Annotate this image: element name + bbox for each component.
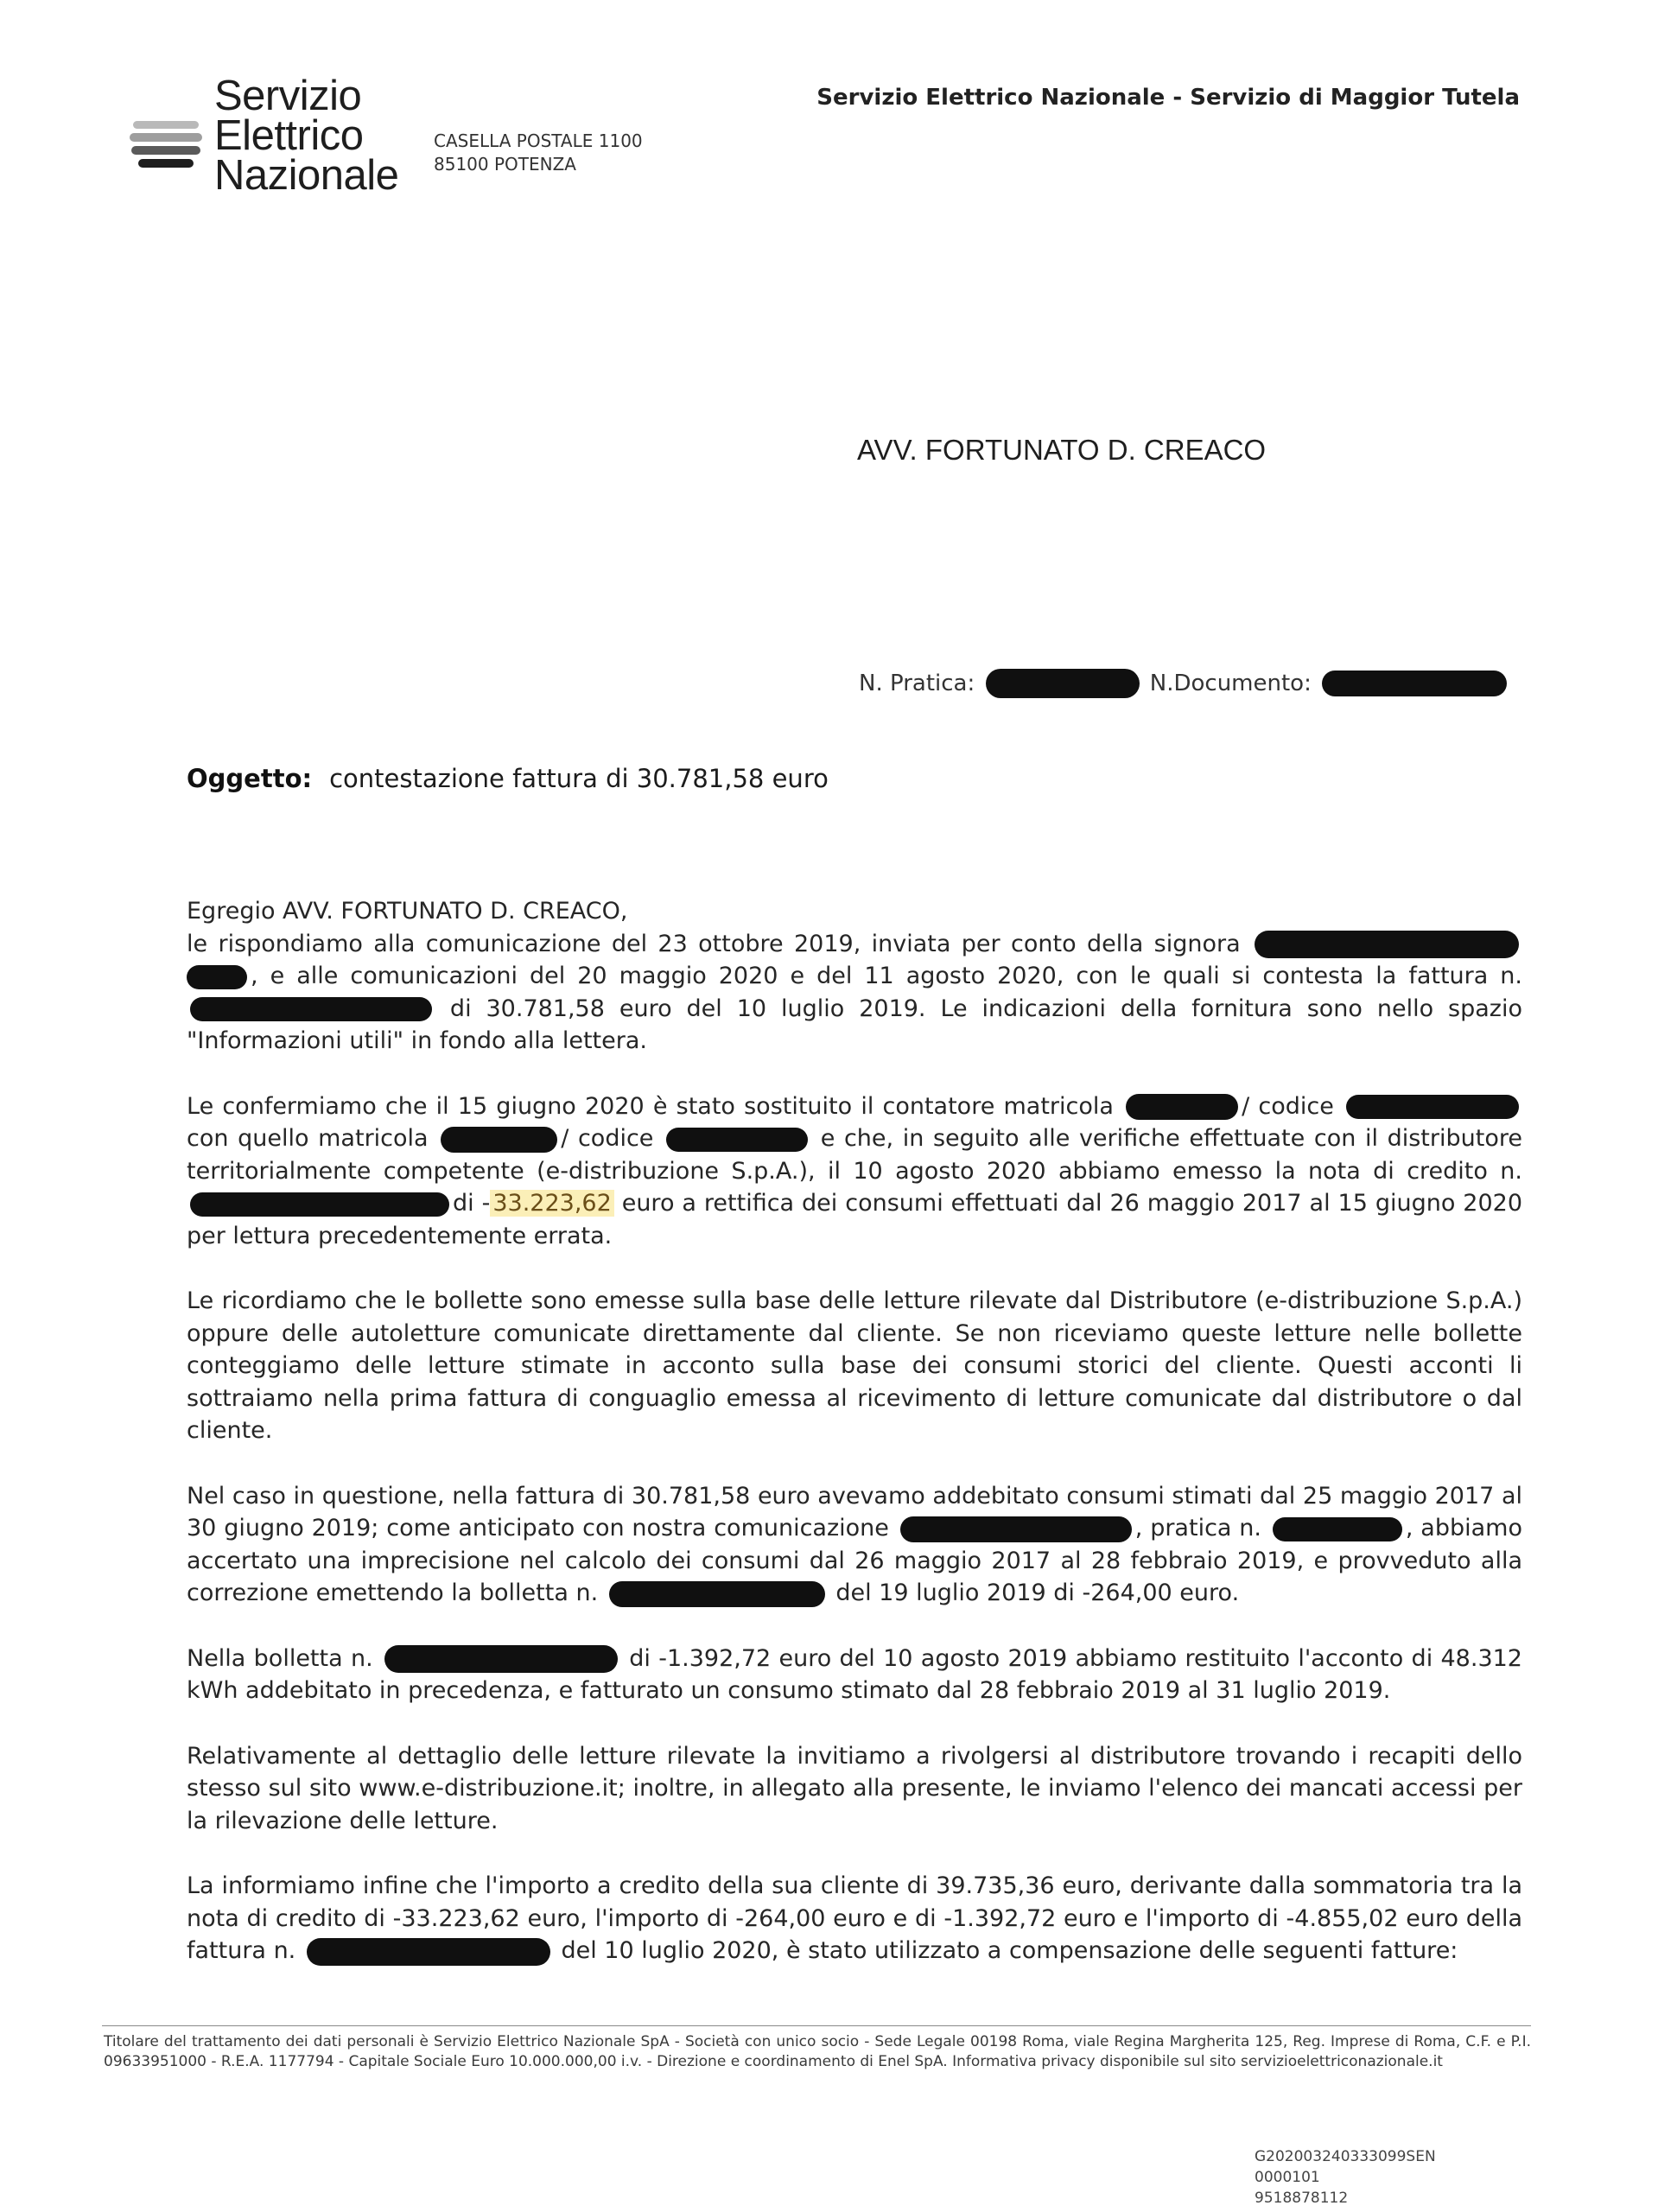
highlighted-amount: 33.223,62 bbox=[490, 1190, 613, 1217]
redaction-mark bbox=[441, 1127, 557, 1153]
header-sender: Servizio Elettrico Nazionale - Servizio di Maggior Tutela bbox=[816, 85, 1520, 111]
paragraph bbox=[187, 1870, 1522, 1967]
logo-word: Nazionale bbox=[214, 152, 399, 199]
document-codes bbox=[1255, 2146, 1436, 2209]
postal-line: 85100 POTENZA bbox=[434, 154, 576, 175]
text-run: , pratica n. bbox=[1134, 1515, 1262, 1541]
text-run: Nella bolletta n. bbox=[187, 1644, 373, 1672]
salutation: Egregio AVV. FORTUNATO D. CREACO, bbox=[187, 898, 628, 925]
document-code: 0000101 bbox=[1255, 2169, 1320, 2186]
paragraph: Le ricordiamo che le bollette sono emesse sulla base delle letture rilevate dal Distributore (e-distribuzione S.p.A.) oppure delle autoletture comunicate direttamente dal cliente. Se non riceviamo queste letture nelle bollette conteggiamo delle letture stimate in acconto sulla base dei consumi storici del cliente. Questi acconti li sottraiamo nella prima fattura di conguaglio emessa al ricevimento di letture comunicate dal distributore o dal cliente. bbox=[187, 1287, 1522, 1444]
redaction-mark bbox=[900, 1516, 1132, 1542]
logo-wordmark bbox=[214, 73, 399, 199]
paragraph: Relativamente al dettaglio delle letture rilevate la invitiamo a rivolgersi al distributore trovando i recapiti dello stesso sul sito www.e-distribuzione.it; inoltre, in allegato alla presente, le inviamo l'elenco dei mancati accessi per la rilevazione delle letture. bbox=[187, 1742, 1522, 1834]
redaction-mark bbox=[986, 669, 1140, 698]
redaction-mark bbox=[190, 1192, 449, 1217]
redaction-mark bbox=[1126, 1094, 1238, 1120]
text-run: / codice bbox=[561, 1125, 654, 1152]
text-run: e che, in seguito alle verifiche effettuate con il distributore territorialmente competente (e-distribuzione S.p.A.), il 10 agosto 2020 abbiamo emesso la nota di credito n. bbox=[187, 1125, 1522, 1185]
documento-label: N.Documento: bbox=[1149, 671, 1312, 696]
text-run: Nel caso in questione, nella fattura di 30.781,58 euro avevamo addebitato consumi stimati dal 25 maggio 2017 al 30 giugno 2019; come anticipato con nostra comunicazione bbox=[187, 1482, 1522, 1541]
redaction-mark bbox=[384, 1645, 618, 1673]
reference-numbers bbox=[859, 669, 1510, 698]
addressee: AVV. FORTUNATO D. CREACO bbox=[857, 434, 1267, 466]
text-run: / codice bbox=[1242, 1092, 1334, 1120]
redaction-mark bbox=[1273, 1517, 1402, 1541]
text-run: del 19 luglio 2019 di -264,00 euro. bbox=[828, 1580, 1240, 1606]
redaction-mark bbox=[1322, 671, 1507, 696]
text-run: euro a rettifica dei consumi effettuati dal 26 maggio 2017 al 15 giugno 2020 per lettura precedentemente errata. bbox=[187, 1190, 1523, 1249]
redaction-mark bbox=[190, 997, 432, 1021]
legal-footer: Titolare del trattamento dei dati personali è Servizio Elettrico Nazionale SpA - Società con unico socio - Sede Legale 00198 Roma, viale Regina Margherita 125, Reg. Imprese di Roma, C.F. e P.I. 09633951000 - R.E.A. 1177794 - Capitale Sociale Euro 10.000.000,00 i.v. - Direzione e coordinamento di Enel SpA. Informativa privacy disponibile sul sito servizioelettriconazionale.it bbox=[104, 2033, 1531, 2070]
postal-line: CASELLA POSTALE 1100 bbox=[434, 130, 643, 151]
redaction-mark bbox=[1255, 931, 1519, 958]
subject-line bbox=[187, 764, 829, 793]
paragraph bbox=[187, 1090, 1522, 1253]
paragraph bbox=[187, 1480, 1522, 1610]
document-code: 9518878112 bbox=[1255, 2190, 1349, 2207]
document-code: G202003240333099SEN bbox=[1255, 2148, 1436, 2165]
letter-body bbox=[187, 895, 1522, 2000]
text-run: di 30.781,58 euro del 10 luglio 2019. Le indicazioni della fornitura sono nello spazio "Informazioni utili" in fondo alla lettera. bbox=[187, 995, 1522, 1054]
logo-stripes-icon bbox=[130, 121, 202, 173]
text-run: La informiamo infine che l'importo a credito della sua cliente di 39.735,36 euro, derivante dalla sommatoria tra la nota di credito di -33.223,62 euro, l'importo di -264,00 euro e di -1.392,72 euro e l'importo di -4.855,02 euro della fattura n. bbox=[187, 1872, 1522, 1964]
redaction-mark bbox=[187, 965, 247, 989]
text-run: Le confermiamo che il 15 giugno 2020 è stato sostituito il contatore matricola bbox=[187, 1092, 1114, 1120]
text-run: , e alle comunicazioni del 20 maggio 2020 e del 11 agosto 2020, con le quali si contesta la fattura n. bbox=[251, 963, 1522, 989]
redaction-mark bbox=[666, 1128, 808, 1152]
redaction-mark bbox=[307, 1938, 550, 1966]
paragraph bbox=[187, 1643, 1522, 1707]
redaction-mark bbox=[609, 1581, 825, 1607]
subject-text: contestazione fattura di 30.781,58 euro bbox=[329, 764, 829, 793]
redaction-mark bbox=[1346, 1095, 1519, 1119]
paragraph bbox=[187, 928, 1522, 1058]
logo-word: Servizio bbox=[214, 73, 362, 119]
text-run: con quello matricola bbox=[187, 1125, 429, 1152]
text-run: , abbiamo accertato una imprecisione nel calcolo dei consumi dal 26 maggio 2017 al 28 febbraio 2019, e provveduto alla correzione emettendo la bolletta n. bbox=[187, 1515, 1522, 1606]
logo-word: Elettrico bbox=[214, 112, 364, 159]
footer-divider bbox=[102, 2025, 1531, 2026]
text-run: di -1.392,72 euro del 10 agosto 2019 abbiamo restituito l'acconto di 48.312 kWh addebitato in precedenza, e fatturato un consumo stimato dal 28 febbraio 2019 al 31 luglio 2019. bbox=[187, 1644, 1522, 1704]
pratica-label: N. Pratica: bbox=[859, 671, 975, 696]
subject-label: Oggetto: bbox=[187, 764, 313, 793]
text-run: di - bbox=[453, 1190, 491, 1217]
text-run: del 10 luglio 2020, è stato utilizzato a compensazione delle seguenti fatture: bbox=[553, 1937, 1458, 1964]
text-run: le rispondiamo alla comunicazione del 23 ottobre 2019, inviata per conto della signora bbox=[187, 930, 1241, 957]
postal-address bbox=[434, 130, 643, 176]
